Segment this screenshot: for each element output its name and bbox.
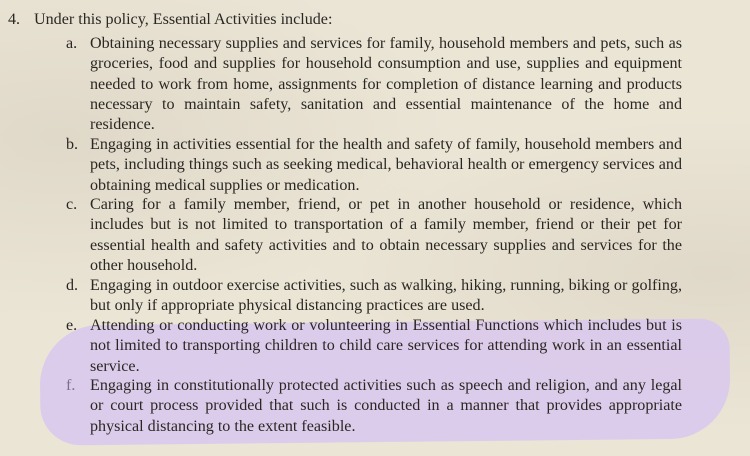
item-letter: e. bbox=[66, 317, 78, 334]
item-text: Obtaining necessary supplies and services for family, household members and pets, such as groceries, food and supplies for household consumption and use, supplies and equipment needed to work from home, assignments for completion of distance learning and products necessary to maintain safety, sanitation and essential maintenance of the home and residence. bbox=[90, 35, 682, 134]
list-item-d bbox=[66, 276, 682, 317]
list-item-b bbox=[66, 135, 682, 196]
item-letter: a. bbox=[66, 35, 78, 52]
list-item-e bbox=[66, 316, 682, 377]
item-text: Caring for a family member, friend, or pet in another household or residence, which includes but is not limited to transportation of a family member, friend or their pet for essential health and safety activities and to obtain necessary supplies and services for the other household. bbox=[90, 196, 682, 274]
item-letter: c. bbox=[66, 196, 78, 213]
item-text: Engaging in constitutionally protected activities such as speech and religion, and any legal or court process provided that such is conducted in a manner that provides appropriate physical distancing to the extent feasible. bbox=[90, 377, 682, 435]
item-text: Engaging in outdoor exercise activities, such as walking, hiking, running, biking or golfing, but only if appropriate physical distancing practices are used. bbox=[90, 277, 682, 315]
list-item-a bbox=[66, 34, 682, 135]
section-number: 4. bbox=[8, 11, 21, 28]
list-item-c bbox=[66, 195, 682, 276]
item-letter: d. bbox=[66, 277, 79, 294]
item-text: Attending or conducting work or volunteering in Essential Functions which includes but is not limited to transporting children to child care services for attending work in an essential service. bbox=[90, 317, 682, 375]
item-letter: b. bbox=[66, 136, 79, 153]
list-item-f bbox=[66, 376, 682, 437]
item-letter: f. bbox=[66, 377, 76, 394]
item-text: Engaging in activities essential for the health and safety of family, household members and pets, including things such as seeking medical, behavioral health or emergency services and obtaining medical supplies or medication. bbox=[90, 136, 682, 194]
section-title: Under this policy, Essential Activities include: bbox=[34, 11, 333, 28]
section-heading bbox=[8, 10, 332, 30]
